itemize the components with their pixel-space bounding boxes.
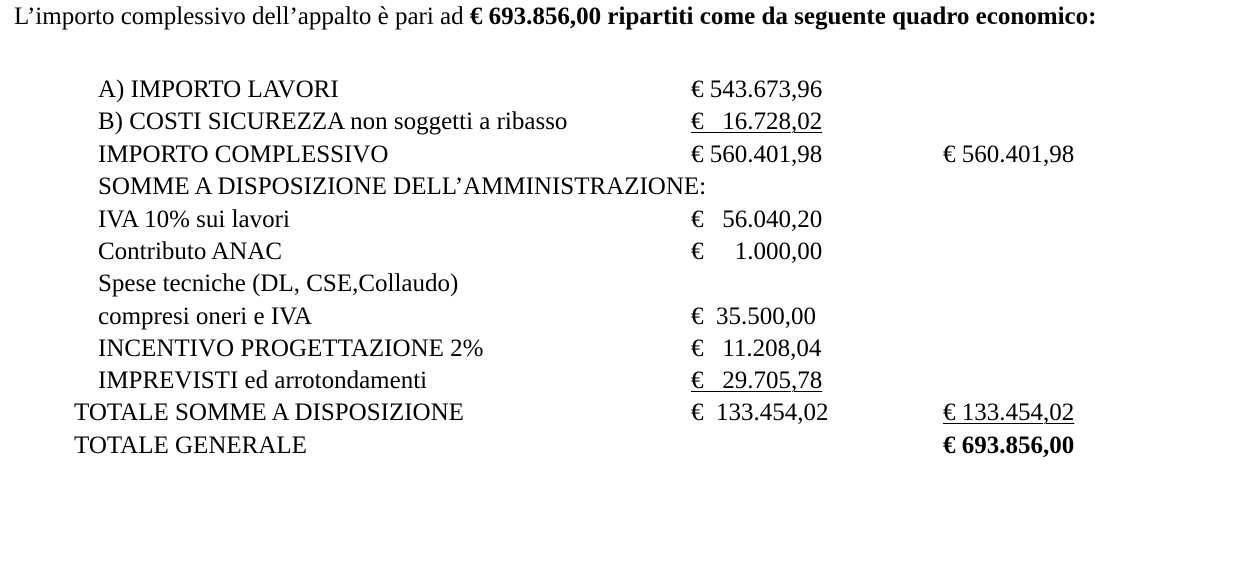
row-label: compresi oneri e IVA <box>98 303 313 330</box>
row-oneri-iva <box>0 301 1241 333</box>
row-incentivo <box>0 333 1241 365</box>
row-iva <box>0 204 1241 236</box>
row-label: IMPORTO COMPLESSIVO <box>98 141 389 168</box>
row-amount: € 1.000,00 <box>691 238 823 265</box>
row-label: IMPREVISTI ed arrotondamenti <box>98 367 428 394</box>
row-total: € 560.401,98 <box>943 141 1075 168</box>
row-amount: € 35.500,00 <box>691 303 816 330</box>
row-amount: € 133.454,02 <box>691 399 829 426</box>
row-amount: € 543.673,96 <box>691 76 823 103</box>
row-label: TOTALE SOMME A DISPOSIZIONE <box>74 399 464 426</box>
row-contributo-anac <box>0 236 1241 268</box>
row-costi-sicurezza <box>0 106 1241 138</box>
row-spese-tecniche <box>0 268 1241 300</box>
row-amount: € 29.705,78 <box>691 367 823 394</box>
row-importo-complessivo <box>0 139 1241 171</box>
section-heading: SOMME A DISPOSIZIONE DELL’AMMINISTRAZIONE: <box>98 173 707 200</box>
intro-paragraph <box>14 0 1223 33</box>
row-label: Spese tecniche (DL, CSE,Collaudo) <box>98 270 459 297</box>
row-label: B) COSTI SICUREZZA non soggetti a ribasso <box>98 108 568 135</box>
row-label: INCENTIVO PROGETTAZIONE 2% <box>98 335 484 362</box>
row-label: Contributo ANAC <box>98 238 283 265</box>
intro-text: L’importo complessivo dell’appalto è pari ad <box>14 3 470 30</box>
row-totale-generale <box>0 430 1241 462</box>
row-amount: € 16.728,02 <box>691 108 823 135</box>
row-amount: € 11.208,04 <box>691 335 822 362</box>
row-totale-somme <box>0 397 1241 429</box>
row-label: A) IMPORTO LAVORI <box>98 76 339 103</box>
grand-total: € 693.856,00 <box>943 432 1075 459</box>
row-label: IVA 10% sui lavori <box>98 206 290 233</box>
row-somme-header <box>0 171 1241 203</box>
row-label: TOTALE GENERALE <box>74 432 307 459</box>
row-imprevisti <box>0 365 1241 397</box>
row-total: € 133.454,02 <box>943 399 1075 426</box>
row-importo-lavori <box>0 74 1241 106</box>
row-amount: € 56.040,20 <box>691 206 823 233</box>
row-amount: € 560.401,98 <box>691 141 823 168</box>
intro-bold-amount: € 693.856,00 ripartiti come da seguente quadro economico: <box>469 3 1097 30</box>
